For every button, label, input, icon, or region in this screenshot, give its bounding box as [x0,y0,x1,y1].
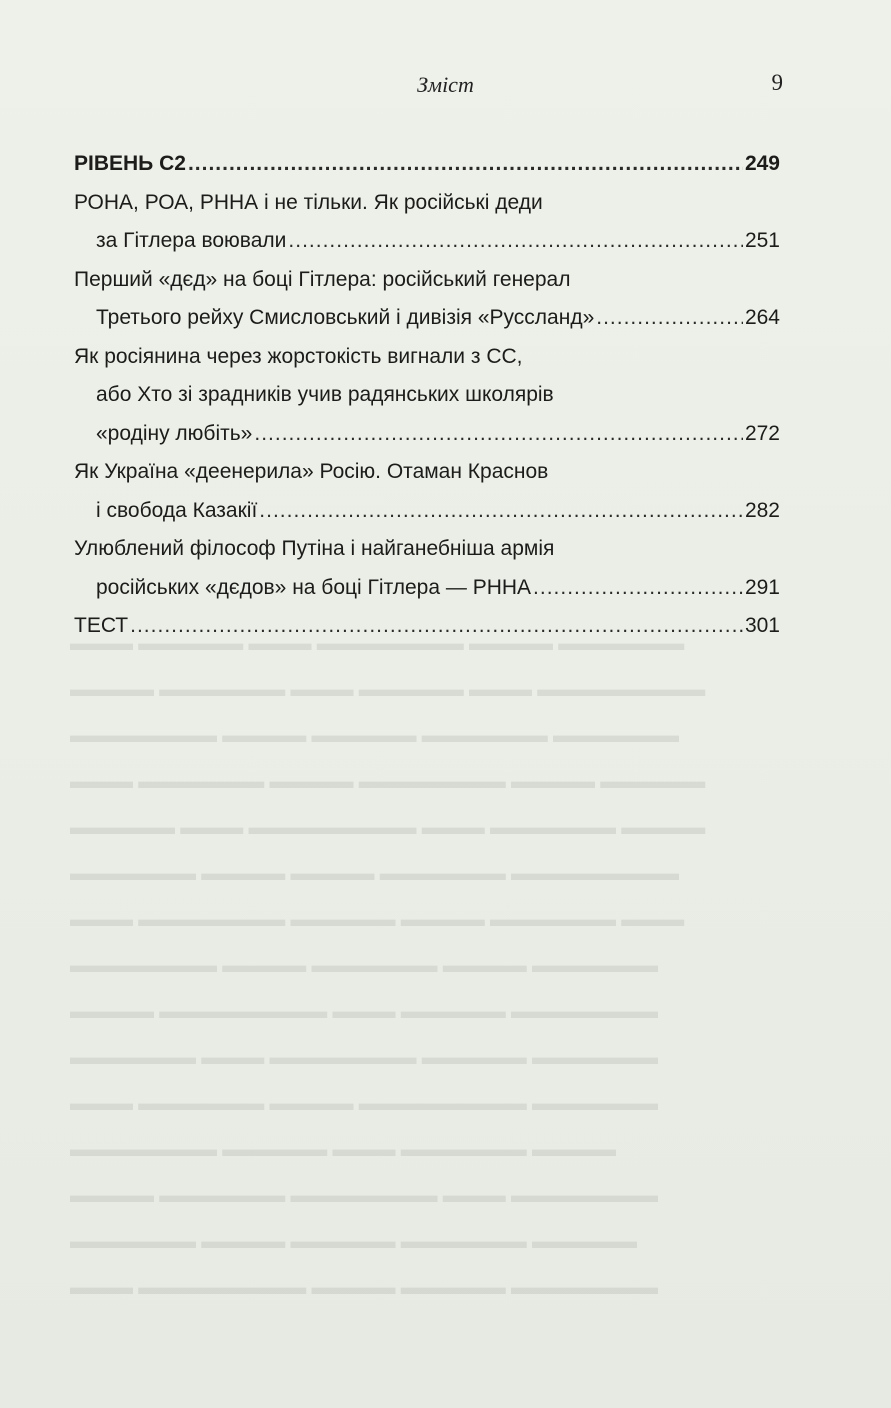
toc-entry-final-line [74,145,780,184]
toc-entry-title-text: Улюблений філософ Путіна і найганебніша армія [74,537,555,560]
toc-entry-line [74,261,780,300]
toc-entry [74,607,780,646]
toc-entry-page-number: 272 [744,421,780,445]
page-number: 9 [771,70,783,95]
toc-entry-title-text: «родіну любіть» [96,421,253,445]
toc-entry-title-text: російських «дєдов» на боці Гітлера — РННА [96,575,532,599]
toc-entry-line [74,453,780,492]
toc-entry-title-text: РОНА, РОА, РННА і не тільки. Як російські деди [74,190,543,214]
show-through-texture: ▬▬▬ ▬▬▬▬▬ ▬▬▬ ▬▬▬▬▬▬▬ ▬▬▬▬ ▬▬▬▬▬▬ ▬▬▬▬ ▬▬▬▬▬▬ ▬▬▬ ▬▬▬▬▬ ▬▬▬ ▬▬▬▬▬▬▬▬ ▬▬▬▬▬▬▬ ▬▬▬▬ ▬▬▬▬▬ ▬▬▬▬▬▬ ▬▬▬▬▬▬ ▬▬▬ ▬▬▬▬▬▬ ▬▬▬▬ ▬▬▬▬▬▬▬ ▬▬▬▬ ▬▬▬▬▬ ▬▬▬▬▬ ▬▬▬ ▬▬▬▬▬▬▬▬ ▬▬▬ ▬▬▬▬▬▬ ▬▬▬▬ ▬▬▬▬▬▬ ▬▬▬▬ ▬▬▬▬ ▬▬▬▬▬▬ ▬▬▬▬▬▬▬▬ ▬▬▬ ▬▬▬▬▬▬▬ ▬▬▬▬▬ ▬▬▬▬ ▬▬▬▬▬▬ ▬▬▬ ▬▬▬▬▬▬▬ ▬▬▬▬ ▬▬▬▬▬▬ ▬▬▬▬ ▬▬▬▬▬▬ ▬▬▬▬ ▬▬▬▬▬▬▬▬ ▬▬▬ ▬▬▬▬▬ ▬▬▬▬▬▬▬ ▬▬▬▬▬▬ ▬▬▬ ▬▬▬▬▬▬▬ ▬▬▬▬▬ ▬▬▬▬▬▬ ▬▬▬ ▬▬▬▬▬▬ ▬▬▬▬ ▬▬▬▬▬▬▬▬ ▬▬▬▬▬▬ ▬▬▬▬▬▬▬ ▬▬▬▬▬ ▬▬▬ ▬▬▬▬▬▬ ▬▬▬▬ ▬▬▬▬ ▬▬▬▬▬▬ ▬▬▬▬▬▬▬ ▬▬▬ ▬▬▬▬▬▬▬ ▬▬▬▬▬▬ ▬▬▬▬ ▬▬▬▬▬ ▬▬▬▬▬▬ ▬▬▬▬▬ ▬▬▬ ▬▬▬▬▬▬▬▬ ▬▬▬▬ ▬▬▬▬▬ ▬▬▬▬▬▬▬ [70,631,706,1299]
dot-leader [533,569,743,608]
toc-entry-page-number: 301 [744,614,780,637]
running-header-title: Зміст [417,72,474,97]
toc-entry-title-text: ТЕСТ [74,614,129,637]
toc-entry [74,184,780,261]
toc-entry [74,453,780,530]
toc-entry-page-number: 291 [744,575,780,599]
toc-entry-final-line [74,607,780,646]
toc-entry-title-text: РІВЕНЬ С2 [74,152,186,175]
toc-entry [74,261,780,338]
toc-entry-line [74,376,780,415]
toc-entry-page-number: 251 [744,229,780,252]
dot-leader [130,607,743,646]
dot-leader [596,299,743,338]
toc-entry-title-text: Як Україна «деенерила» Росію. Отаман Краснов [74,460,549,483]
toc-entry [74,145,780,184]
toc-entry-title-text: за Гітлера воювали [96,229,287,252]
dot-leader [288,222,743,261]
toc-entry-title-text: або Хто зі зрадників учив радянських школярів [96,383,554,406]
dot-leader [254,415,743,454]
toc-entry-line [74,338,780,377]
toc-entry-title-text: Як росіянина через жорстокість вигнали з СС, [74,344,523,368]
toc-entry-final-line [74,415,780,454]
toc-entry-final-line [74,492,780,531]
toc-entry-title-text: Третього рейху Смисловський і дивізія «Руссланд» [96,306,595,329]
dot-leader [259,492,743,531]
toc-entry [74,338,780,454]
table-of-contents [74,145,780,646]
toc-entry-page-number: 264 [744,306,780,329]
toc-entry-final-line [74,299,780,338]
toc-entry-final-line [74,222,780,261]
dot-leader [188,145,743,184]
toc-entry-title-text: Перший «дєд» на боці Гітлера: російський генерал [74,267,571,291]
toc-entry-line [74,530,780,569]
toc-entry-line [74,184,780,223]
toc-entry [74,530,780,607]
toc-entry-page-number: 282 [744,498,780,522]
toc-entry-page-number: 249 [744,152,780,175]
toc-entry-title-text: і свобода Казакії [96,498,258,522]
toc-entry-final-line [74,569,780,608]
